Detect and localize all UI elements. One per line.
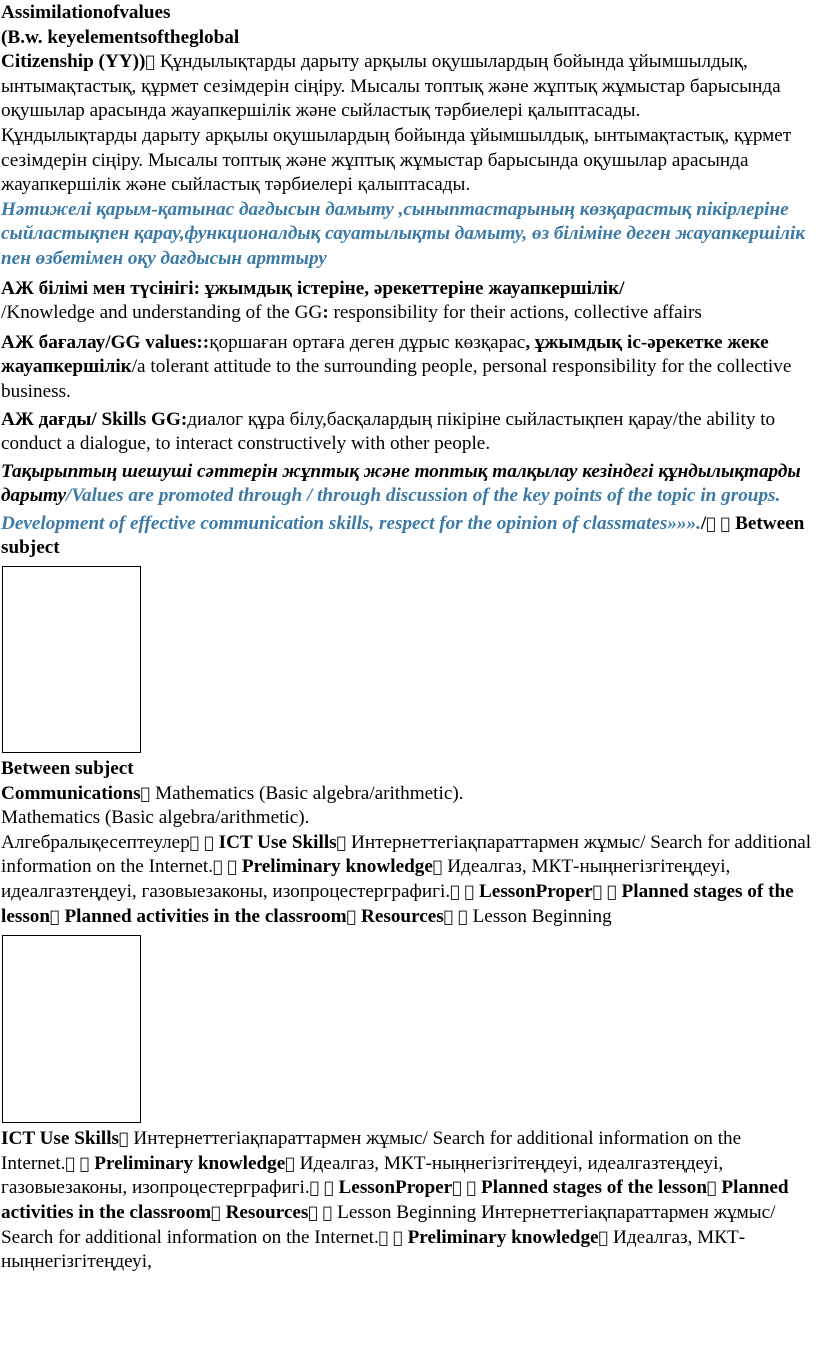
preliminary-knowledge-label: Preliminary knowledge	[218, 856, 410, 878]
internet-text-2: Интернеттегіақпараттармен жұмыс/ Search for additional information on the Internet.	[124, 1128, 802, 1150]
doc-title: Assimilationofvalues	[1, 2, 171, 23]
intro-paragraph-2: Құндылықтарды дарыту арқылы оқушылардың бойында ұйымшылдық, ынтымақтастық, құрмет сезімдерін сіңіру. Мысалы топтық және жұптық жұмыстар барысында оқушылар арасында жауапкершілік және сыйластық тәрбиелері қалыптасады.	[1, 124, 792, 196]
planned-activities-label: Planned activities in the classroom	[1, 905, 284, 927]
section2-paragraph	[1, 757, 812, 929]
ideal-gas-text-2: Идеалгаз, МКТ-ныңнегізгітеңдеуі, идеалгазтеңдеуі, газовыезаконы, изопроцестерграфигі.	[1, 1152, 752, 1199]
aj-knowledge-text: /Knowledge and understanding of the GG	[1, 302, 323, 324]
lesson-proper-label-2: LessonProper	[183, 1177, 298, 1199]
lesson-proper-label: LessonProper	[455, 881, 569, 903]
ideal-gas-text-3: Идеалгаз, МКТ-ныңнегізгітеңдеуі,	[414, 1226, 698, 1248]
aj-knowledge-label: АЖ білімі мен түсінігі: ұжымдық істеріне, әрекеттеріне жауапкершілік/	[1, 277, 625, 299]
aj-skills-label: АЖ дағды/ Skills GG:	[1, 408, 188, 430]
square-glyph	[721, 514, 731, 533]
section3-paragraph	[1, 1127, 812, 1275]
square-glyph	[409, 857, 415, 877]
communications-label: Communications	[1, 782, 141, 804]
planned-stages-label: Planned stages of the lesson	[574, 881, 801, 903]
aj-values-bold: , ұжымдық іс-әрекетке жеке жауапкершілік	[1, 331, 769, 378]
aj-knowledge-paragraph	[1, 277, 812, 326]
square-glyph	[213, 857, 219, 877]
ict-skills-label-2: ICT Use Skills	[1, 1128, 120, 1150]
planned-activities-label-2: Planned activities in the classroom	[1, 1177, 730, 1223]
square-glyph	[50, 907, 60, 926]
development-text: Development of effective communication skills, respect for the opinion of classmates»»».	[1, 512, 701, 534]
citizenship-label: Citizenship (YY))	[1, 51, 146, 73]
square-glyph	[371, 906, 377, 926]
aj-knowledge-text-2: responsibility for their actions, collective affairs	[328, 302, 702, 324]
algebra-text: Алгебралықесептеулер	[1, 831, 190, 853]
intro-text: Құндылықтарды дарыту арқылы оқушылардың бойында ұйымшылдық, ынтымақтастық, құрмет сезімдерін сіңіру. Мысалы топтық және жұптық жұмыстар барысында оқушылар арасында жауапкершілік және сыйластық тәрбиелері қалыптасады.	[1, 51, 781, 122]
between-subject-heading: Between subject	[1, 758, 134, 780]
square-glyph	[450, 882, 456, 902]
topic-kz: Тақырыптың шешуші сәттерін жұптық және топтық талқылау кезіндегі құндылықтарды дарыту	[1, 460, 801, 507]
square-glyph	[393, 1228, 403, 1247]
empty-image-frame-2	[2, 935, 141, 1123]
square-glyph	[65, 1154, 75, 1173]
ideal-gas-text: Идеалгаз, МКТ-ныңнегізгітеңдеуі, идеалгазтеңдеуі, газовыезаконы, изопроцестерграфигі.	[1, 856, 698, 903]
doc-subtitle: (B.w. keyelementsoftheglobal	[1, 26, 240, 48]
square-glyph	[80, 1154, 90, 1173]
aj-values-text: қоршаған ортаға деген дұрыс көзқарас	[209, 331, 526, 353]
square-glyph	[189, 832, 195, 852]
square-glyph	[204, 833, 214, 852]
square-glyph	[409, 1227, 415, 1247]
aj-skills-text: диалог құра білу,басқалардың пікіріне сыйластықпен қарау/the ability to conduct a dialogue, to interact constructively with other people.	[1, 408, 776, 455]
square-glyph	[458, 907, 468, 926]
between-subject-inline: Between subject	[1, 512, 781, 559]
square-glyph	[140, 783, 146, 803]
square-glyph	[145, 52, 151, 72]
mathematics-text-2: Mathematics (Basic algebra/arithmetic).	[1, 807, 310, 829]
square-glyph	[213, 1227, 219, 1247]
square-glyph	[528, 1178, 534, 1198]
development-slash: /	[700, 512, 707, 534]
resources-label: Resources	[288, 905, 371, 927]
square-glyph	[297, 1178, 303, 1198]
square-glyph	[119, 1129, 125, 1149]
lesson-beginning-text: Lesson Beginning	[376, 905, 516, 927]
aj-values-text-2: /a tolerant attitude to the surrounding people, personal responsibility for the collective business.	[1, 356, 792, 402]
square-glyph	[227, 857, 237, 876]
square-glyph	[607, 882, 617, 901]
intro-paragraph	[1, 50, 812, 124]
square-glyph	[323, 1203, 333, 1222]
preliminary-knowledge-label-3: Preliminary knowledge	[218, 1226, 410, 1248]
internet-text: Интернеттегіақпараттармен жұмыс/ Search for additional information on the Internet.	[1, 831, 779, 878]
square-glyph	[191, 1153, 198, 1173]
aj-values-label: АЖ бағалау/GG values::	[1, 331, 210, 353]
preliminary-knowledge-label-2: Preliminary knowledge	[1, 1152, 192, 1174]
square-glyph	[283, 906, 289, 926]
development-paragraph	[1, 512, 812, 561]
aj-knowledge-colon: :	[322, 302, 329, 324]
mathematics-text: Mathematics (Basic algebra/arithmetic).	[145, 782, 455, 804]
square-glyph	[312, 832, 318, 852]
lesson-beginning-text-2: Lesson Beginning	[175, 1202, 315, 1223]
square-glyph	[82, 1203, 88, 1222]
result-statement: Нәтижелі қарым-қатынас дағдысын дамыту ,сыныптастарының көзқарастық пікірлеріне сыйластықпен қарау,функционалдық сауатылықты дамыту, өз біліміне деген жауапкершілік пен өзбетімен оқу дағдысын арттыру	[1, 198, 806, 269]
ict-skills-label: ICT Use Skills	[194, 831, 313, 853]
empty-image-frame	[2, 566, 141, 753]
square-glyph	[706, 513, 712, 533]
square-glyph	[467, 1178, 477, 1197]
internet-text-3: Интернеттегіақпараттармен жұмыс/ Search for additional information on the Internet.	[1, 1202, 780, 1248]
square-glyph	[465, 882, 475, 901]
square-glyph	[568, 882, 575, 902]
square-glyph	[170, 1203, 176, 1222]
resources-label-2: Resources	[87, 1202, 171, 1223]
planned-stages-label-2: Planned stages of the lesson	[302, 1177, 529, 1199]
aj-skills-paragraph	[1, 408, 812, 457]
topic-paragraph	[1, 460, 812, 509]
square-glyph	[324, 1178, 334, 1197]
square-glyph	[178, 1178, 184, 1198]
topic-en: /Values are promoted through / through discussion of the key points of the topic in groups.	[65, 485, 781, 507]
aj-values-paragraph	[1, 331, 812, 405]
